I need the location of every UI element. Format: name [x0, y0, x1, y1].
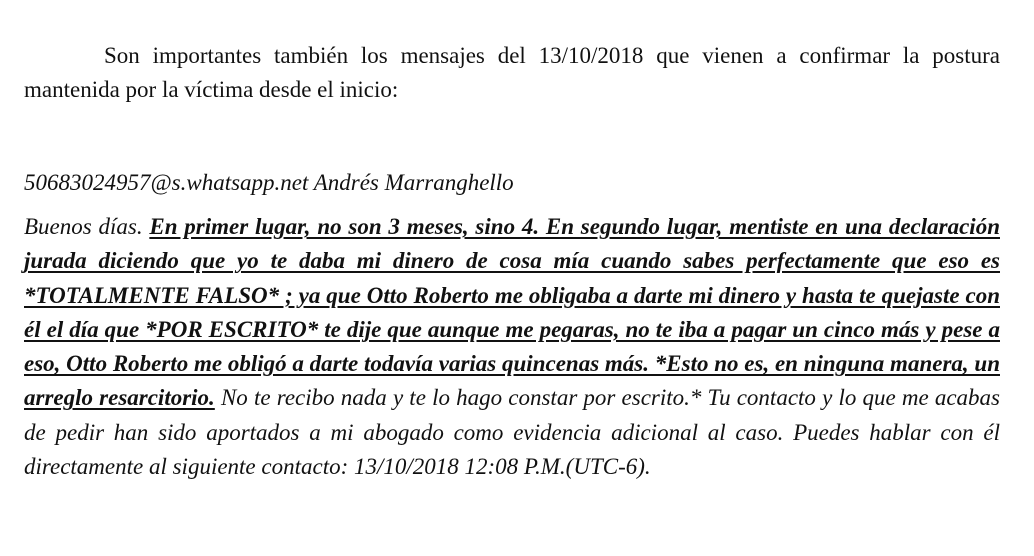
message-body: [24, 210, 1000, 484]
message-greeting: Buenos días.: [24, 214, 150, 239]
message-emphasized-text: En primer lugar, no son 3 meses, sino 4. En segundo lugar, mentiste en una declaración jurada diciendo que yo te daba mi dinero de cosa mía cuando sabes perfectamente que eso es *TOTALMENTE FALSO* ; ya que Otto Roberto me obligaba a darte mi dinero y hasta te quejaste con él el día que *POR ESCRITO* te dije que aunque me pegaras, no te iba a pagar un cinco más y pese a eso, Otto Roberto me obligó a darte todavía varias quincenas más. *Esto no es, en ninguna manera, un arreglo resarcitorio.: [24, 214, 1000, 411]
intro-paragraph: Son importantes también los mensajes del 13/10/2018 que vienen a confirmar la postura mantenida por la víctima desde el inicio:: [24, 43, 1000, 102]
message-sender: 50683024957@s.whatsapp.net Andrés Marranghello: [24, 170, 514, 195]
message-closing-text: No te recibo nada y te lo hago constar por escrito.* Tu contacto y lo que me acabas de pedir han sido aportados a mi abogado como evidencia adicional al caso. Puedes hablar con él directamente al siguiente contacto: 13/10/2018 12:08 P.M.(UTC-6).: [24, 385, 1000, 480]
